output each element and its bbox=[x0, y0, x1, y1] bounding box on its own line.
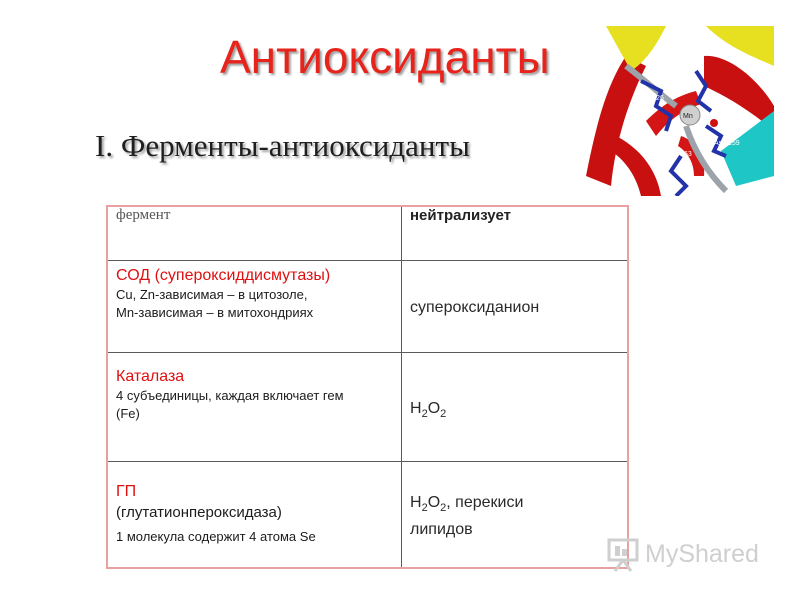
enzyme-fullname: (глутатионпероксидаза) bbox=[116, 503, 282, 521]
presentation-board-icon bbox=[607, 536, 641, 572]
watermark-text: MyShared bbox=[645, 540, 759, 568]
enzyme-table bbox=[106, 205, 629, 569]
neutralized-substance: $H_2O_2$, перекиси bbox=[410, 493, 524, 514]
enzyme-detail: 1 молекула содержит 4 атома Se bbox=[116, 528, 316, 544]
mn-sod-structure-image bbox=[586, 26, 774, 196]
table-row bbox=[107, 352, 628, 461]
enzyme-name: СОД (супероксиддисмутазы) bbox=[116, 266, 331, 284]
slide-subtitle: I. Ферменты-антиоксиданты bbox=[95, 128, 470, 163]
neutralized-substance: супероксиданион bbox=[410, 298, 540, 316]
table-header-row bbox=[107, 206, 628, 260]
enzyme-cell bbox=[107, 260, 402, 352]
watermark bbox=[607, 536, 759, 572]
table-row bbox=[107, 260, 628, 352]
enzyme-detail: (Fe) bbox=[116, 405, 140, 421]
header-neutralizes: нейтрализует bbox=[402, 206, 629, 260]
enzyme-name: Каталаза bbox=[116, 367, 185, 385]
his26-label: His 26 bbox=[644, 95, 664, 102]
table-row bbox=[107, 461, 628, 568]
his74-label: His 74 bbox=[672, 76, 692, 83]
neutralizes-cell bbox=[402, 461, 629, 568]
enzyme-detail: 4 субъединицы, каждая включает гем bbox=[116, 387, 344, 403]
enzyme-detail: Cu, Zn-зависимая – в цитозоле, bbox=[116, 286, 308, 302]
enzyme-detail: Mn-зависимая – в митохондриях bbox=[116, 304, 314, 320]
his163-label: His 163 bbox=[668, 151, 692, 158]
enzyme-cell bbox=[107, 461, 402, 568]
slide-title: Антиоксиданты bbox=[220, 31, 550, 83]
neutralized-substance: $H_2O_2$ bbox=[410, 399, 447, 420]
enzyme-name: ГП bbox=[116, 482, 137, 500]
mn-label: Mn bbox=[683, 113, 693, 120]
neutralizes-cell bbox=[402, 352, 629, 461]
h2o-label: $H_2O$ bbox=[722, 120, 736, 129]
enzyme-cell bbox=[107, 352, 402, 461]
header-enzyme: фермент bbox=[107, 206, 402, 260]
neutralized-substance-line2: липидов bbox=[410, 520, 473, 538]
asp159-label: Asp 159 bbox=[714, 140, 740, 147]
neutralizes-cell bbox=[402, 260, 629, 352]
